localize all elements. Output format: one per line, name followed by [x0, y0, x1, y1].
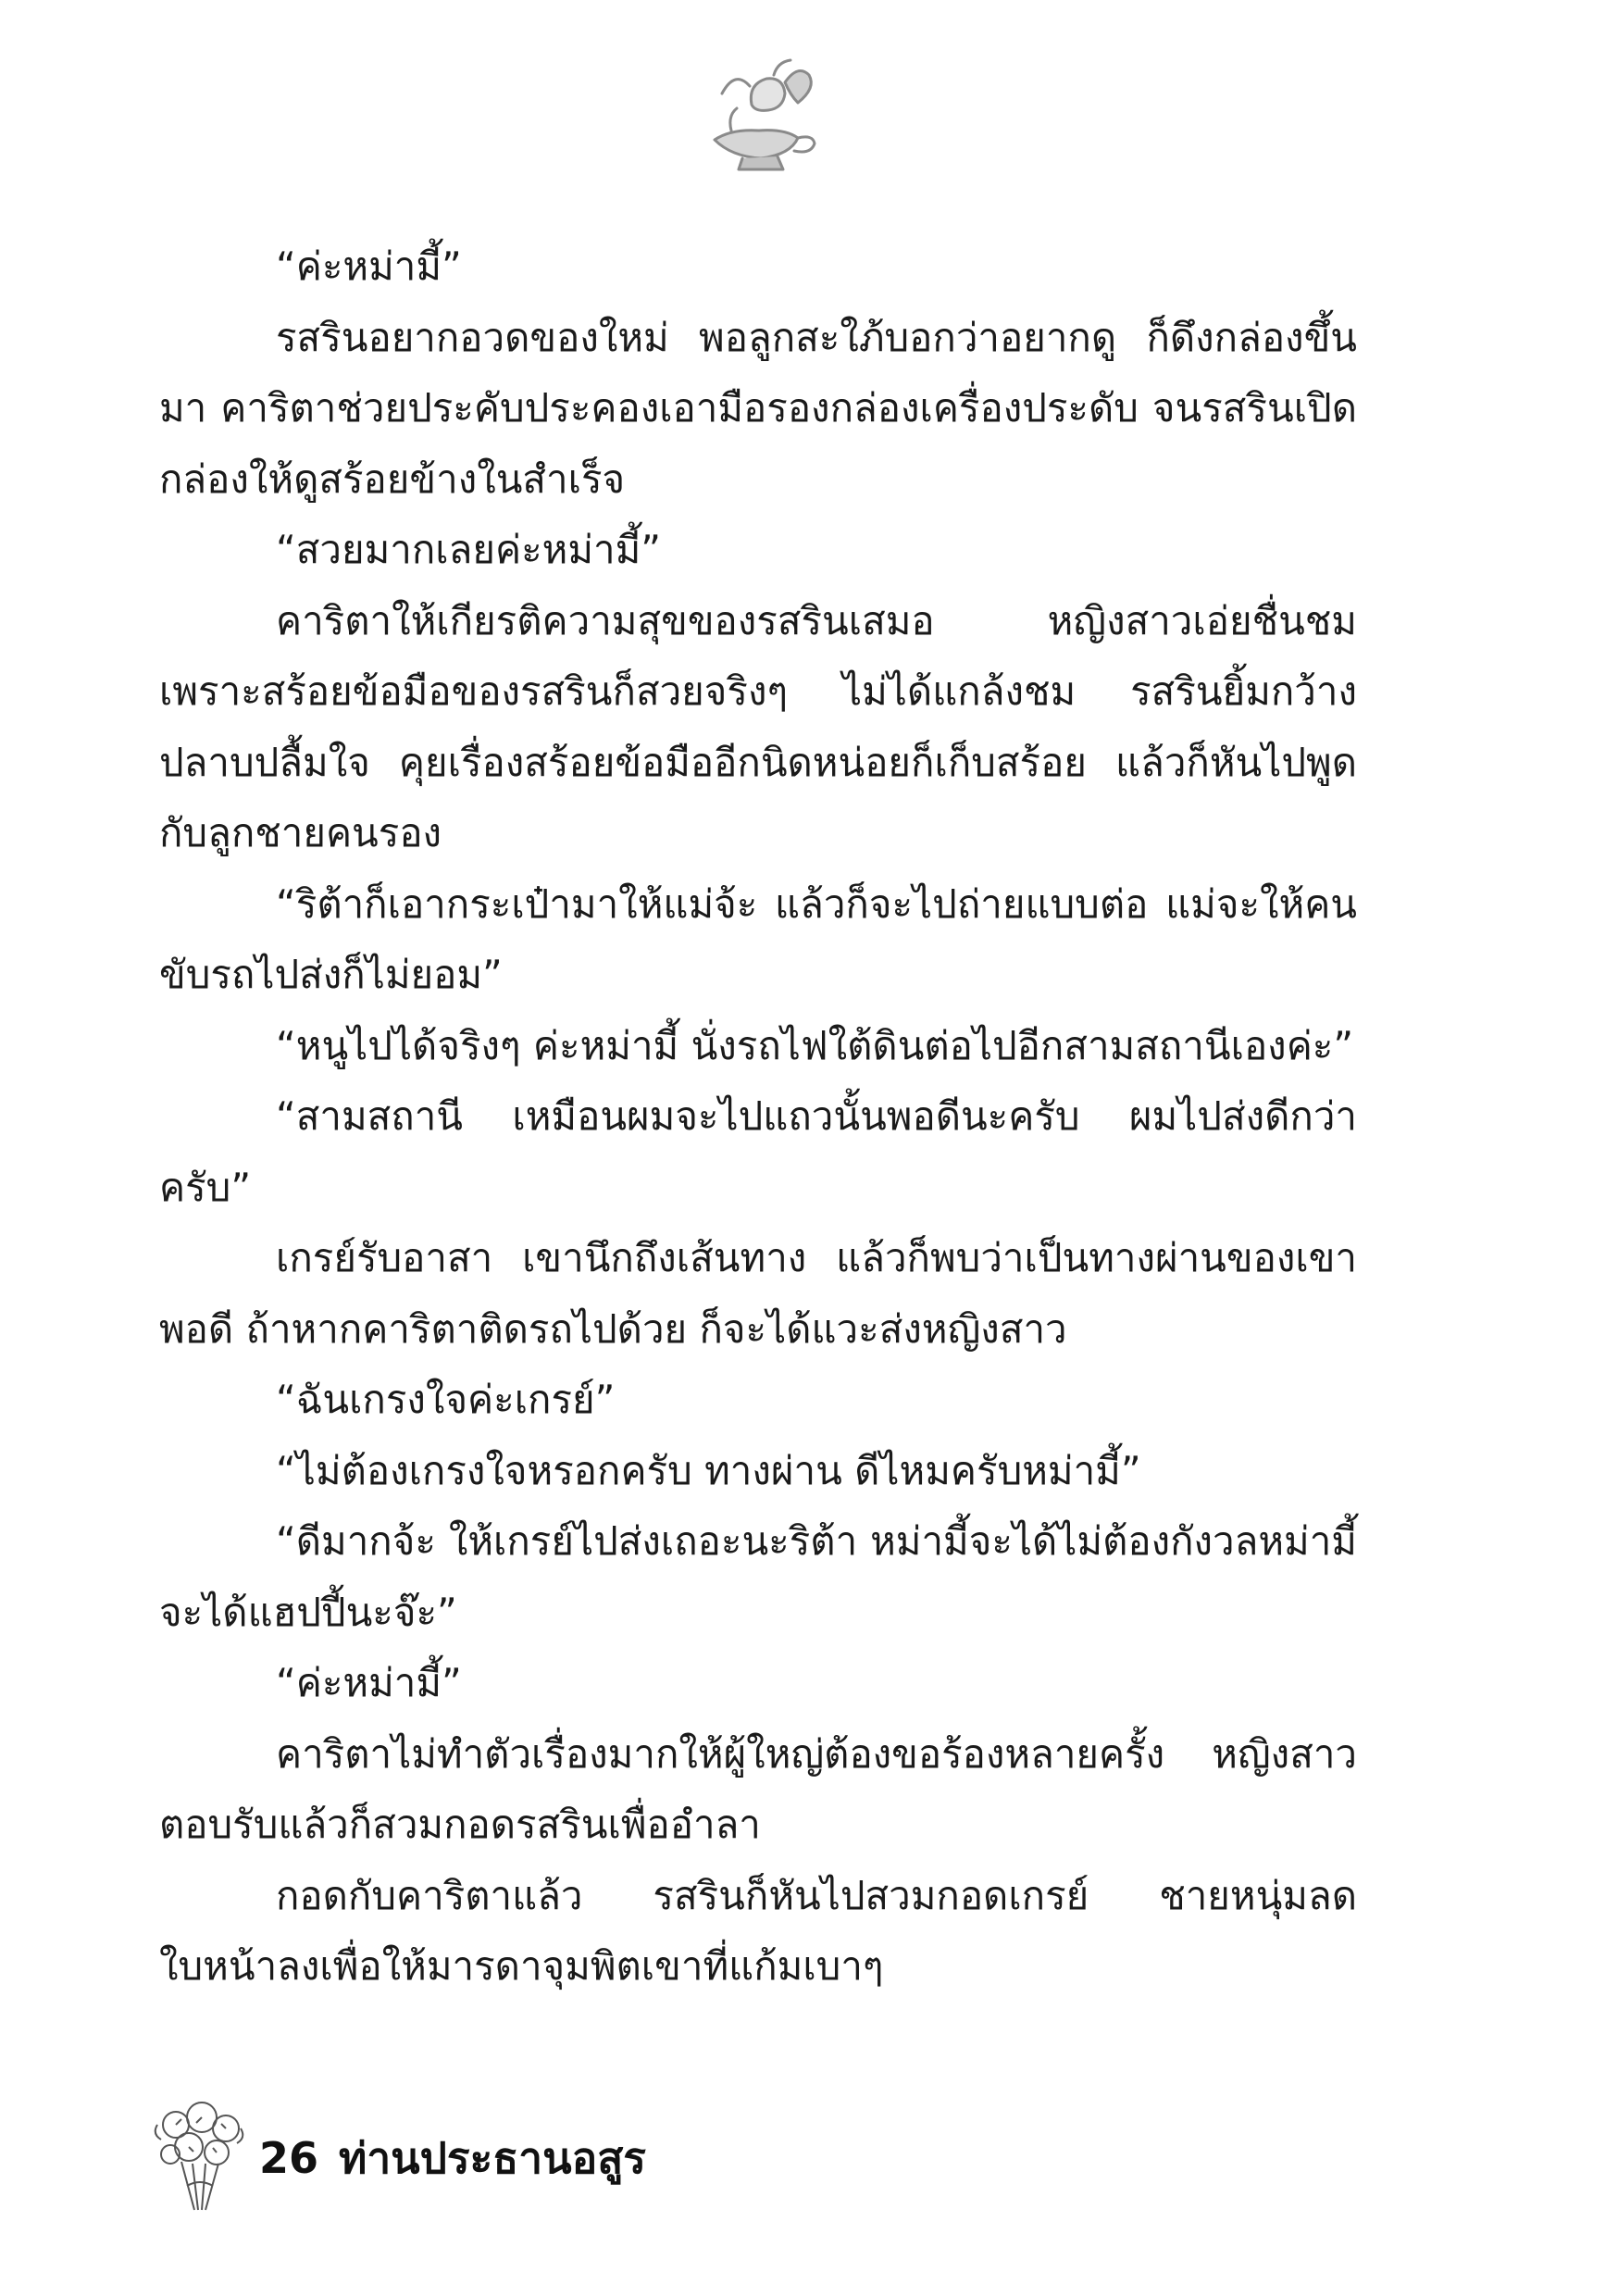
- paragraph-3: “สวยมากเลยค่ะหม่ามี้”: [276, 527, 662, 572]
- cupid-teapot-ornament-icon: [694, 51, 824, 181]
- book-title: ท่านประธานอสูร: [339, 2133, 646, 2183]
- flower-bouquet-ornament-icon: [148, 2097, 250, 2217]
- paragraph-10: “ไม่ต้องเกรงใจหรอกครับ ทางผ่าน ดีไหมครับหม่ามี้”: [276, 1447, 1141, 1493]
- folio: [259, 2125, 646, 2192]
- paragraph-8: เกรย์รับอาสา เขานึกถึงเส้นทาง แล้วก็พบว่าเป็นทางผ่านของเขาพอดี ถ้าหากคาริตาติดรถไปด้วย ก็จะได้แวะส่งหญิงสาว: [159, 1235, 1357, 1352]
- paragraph-7: “สามสถานี เหมือนผมจะไปแถวนั้นพอดีนะครับ ผมไปส่งดีกว่าครับ”: [159, 1093, 1357, 1210]
- paragraph-13: คาริตาไม่ทำตัวเรื่องมากให้ผู้ใหญ่ต้องขอร้องหลายครั้ง หญิงสาวตอบรับแล้วก็สวมกอดรสรินเพื่ออำลา: [159, 1730, 1357, 1847]
- paragraph-11: “ดีมากจ้ะ ให้เกรย์ไปส่งเถอะนะริต้า หม่ามี้จะได้ไม่ต้องกังวลหม่ามี้จะได้แฮปปี้นะจ๊ะ”: [159, 1518, 1357, 1635]
- paragraph-2: รสรินอยากอวดของใหม่ พอลูกสะใภ้บอกว่าอยากดู ก็ดึงกล่องขึ้นมา คาริตาช่วยประคับประคองเอามือรองกล่องเครื่องประดับ จนรสรินเปิดกล่องให้ดูสร้อยข้างในสำเร็จ: [159, 314, 1357, 502]
- paragraph-1: “ค่ะหม่ามี้”: [276, 243, 462, 289]
- paragraph-5: “ริต้าก็เอากระเป๋ามาให้แม่จ้ะ แล้วก็จะไปถ่ายแบบต่อ แม่จะให้คนขับรถไปส่งก็ไม่ยอม”: [159, 880, 1357, 997]
- paragraph-9: “ฉันเกรงใจค่ะเกรย์”: [276, 1377, 616, 1422]
- paragraph-4: คาริตาให้เกียรติความสุขของรสรินเสมอ หญิงสาวเอ่ยชื่นชมเพราะสร้อยข้อมือของรสรินก็สวยจริงๆ ไม่ได้แกล้งชม รสรินยิ้มกว้างปลาบปลื้มใจ คุยเรื่องสร้อยข้อมืออีกนิดหน่อยก็เก็บสร้อย แล้วก็หันไปพูดกับลูกชายคนรอง: [159, 597, 1357, 855]
- paragraph-12: “ค่ะหม่ามี้”: [276, 1660, 462, 1705]
- page-footer: [148, 2097, 981, 2217]
- paragraph-14: กอดกับคาริตาแล้ว รสรินก็หันไปสวมกอดเกรย์ ชายหนุ่มลดใบหน้าลงเพื่อให้มารดาจุมพิตเขาที่แก้มเบาๆ: [159, 1872, 1357, 1989]
- body-text: [159, 231, 1357, 2003]
- paragraph-6: “หนูไปได้จริงๆ ค่ะหม่ามี้ นั่งรถไฟใต้ดินต่อไปอีกสามสถานีเองค่ะ”: [276, 1022, 1354, 1068]
- page-number: 26: [259, 2133, 319, 2183]
